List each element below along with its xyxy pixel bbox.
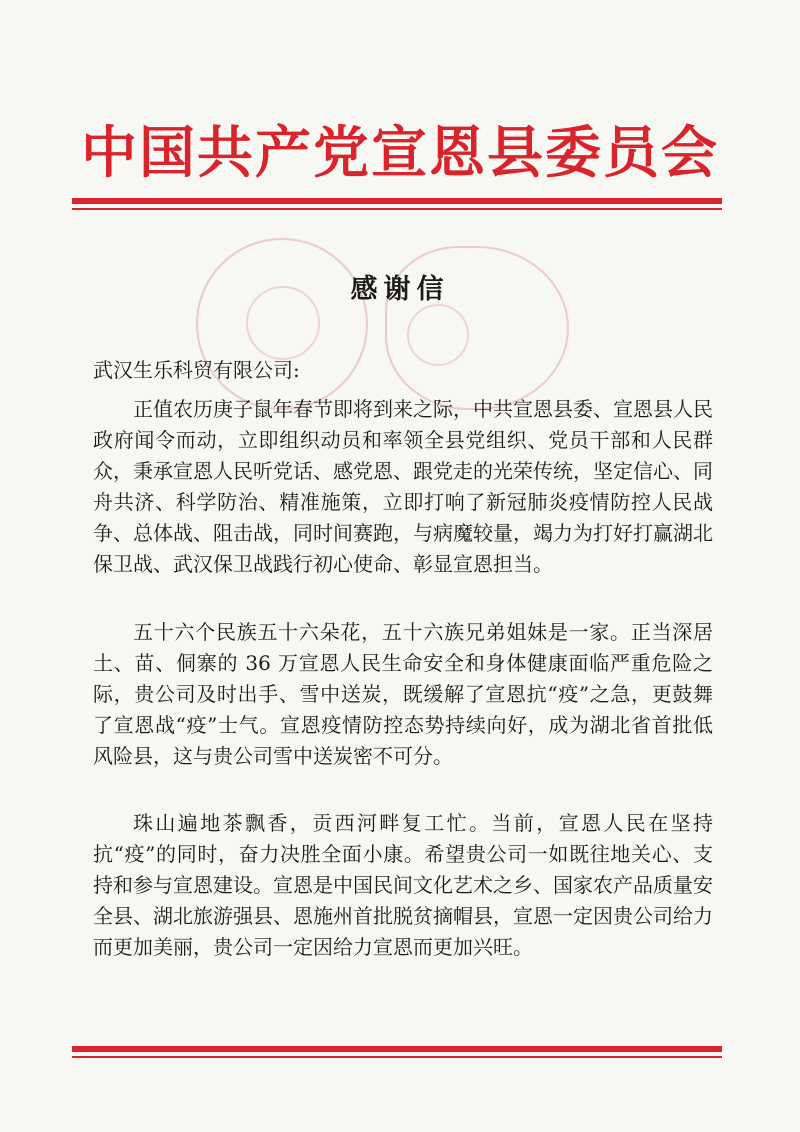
letter-paragraph-3: 珠山遍地茶飘香，贡西河畔复工忙。当前，宣恩人民在坚持抗“疫”的同时，奋力决胜全面小康。希望贵公司一如既往地关心、支持和参与宣恩建设。宣恩是中国民间文化艺术之乡、国家农产品质量安全县、湖北旅游强县、恩施州首批脱贫摘帽县，宣恩一定因贵公司给力而更加美丽，贵公司一定因给力宣恩而更加兴旺。: [93, 811, 713, 959]
footer-rule-thick: [72, 1046, 722, 1052]
letter-title: 感谢信: [350, 274, 450, 305]
letter-salutation: 武汉生乐科贸有限公司:: [93, 358, 300, 382]
letter-paragraph-1: 正值农历庚子鼠年春节即将到来之际，中共宣恩县委、宣恩县人民政府闻令而动，立即组织动员和率领全县党组织、党员干部和人民群众，秉承宣恩人民听党话、感党恩、跟党走的光荣传统，坚定信心、同舟共济、科学防治、精准施策，立即打响了新冠肺炎疫情防控人民战争、总体战、阻击战，同时间赛跑，与病魔较量，竭力为打好打赢湖北保卫战、武汉保卫战践行初心使命、彰显宣恩担当。: [93, 397, 713, 576]
letter-paragraph-2: 五十六个民族五十六朵花，五十六族兄弟姐妹是一家。正当深居土、苗、侗寨的 36 万宣恩人民生命安全和身体健康面临严重危险之际，贵公司及时出手、雪中送炭，既缓解了宣恩抗“疫”之急，更鼓舞了宣恩战“疫”士气。宣恩疫情防控态势持续向好，成为湖北省首批低风险县，这与贵公司雪中送炭密不可分。: [93, 620, 713, 768]
letterhead-rule-thick: [72, 198, 722, 204]
letterhead-title: 中国共产党宣恩县委员会: [81, 120, 719, 186]
footer-rule-thin: [72, 1056, 722, 1058]
seal-emblem-inner: [407, 304, 469, 366]
letterhead-rule-thin: [72, 208, 722, 210]
